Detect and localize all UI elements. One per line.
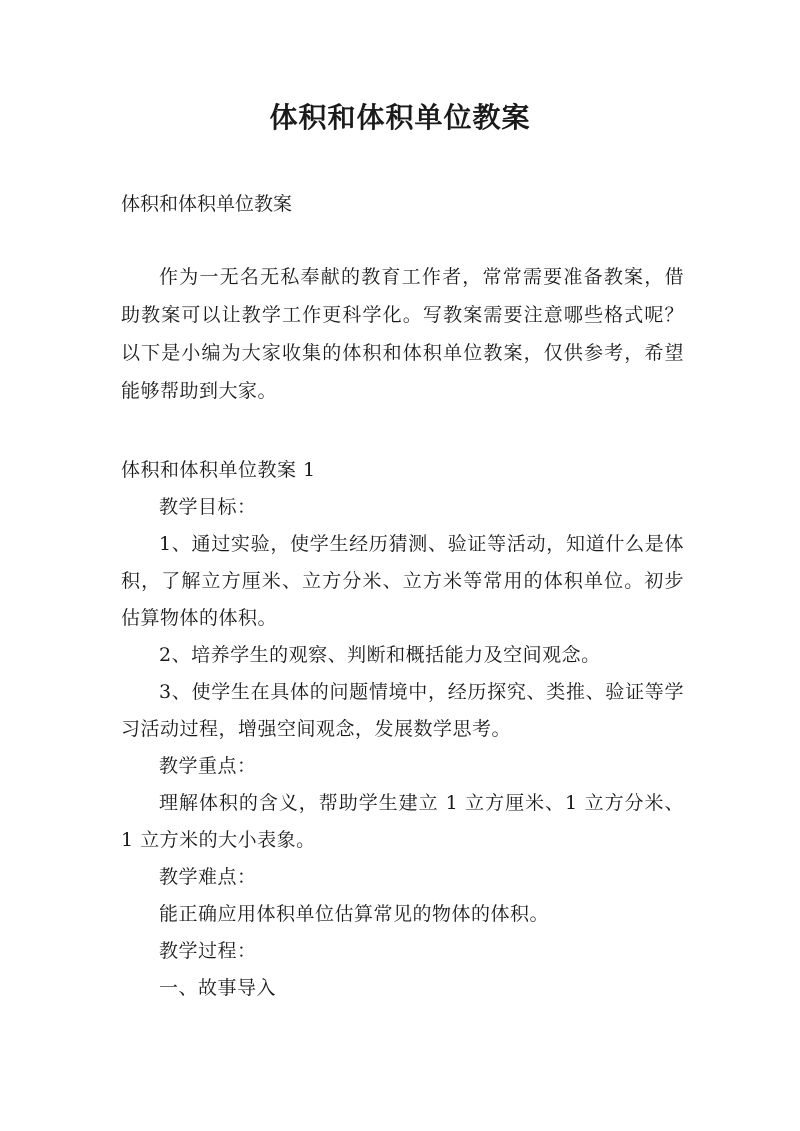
objective-1: 1、通过实验，使学生经历猜测、验证等活动，知道什么是体积，了解立方厘米、立方分米、立方米等常用的体积单位。初步估算物体的体积。 xyxy=(121,533,684,629)
difficulty-label: 教学难点： xyxy=(159,866,257,888)
lesson-content xyxy=(121,452,684,1007)
key-points-text: 理解体积的含义，帮助学生建立 1 立方厘米、1 立方分米、1 立方米的大小表象。 xyxy=(121,792,684,851)
process-label: 教学过程： xyxy=(159,940,257,962)
document-title: 体积和体积单位教案 xyxy=(269,101,531,134)
process-step-1: 一、故事导入 xyxy=(159,977,277,999)
objectives-label: 教学目标： xyxy=(159,496,257,518)
objective-2: 2、培养学生的观察、判断和概括能力及空间观念。 xyxy=(159,644,601,666)
key-points-label: 教学重点： xyxy=(159,755,257,777)
objective-3: 3、使学生在具体的问题情境中，经历探究、类推、验证等学习活动过程，增强空间观念，发展数学思考。 xyxy=(121,681,684,740)
document-subtitle: 体积和体积单位教案 xyxy=(121,193,293,215)
difficulty-text: 能正确应用体积单位估算常见的物体的体积。 xyxy=(159,903,550,925)
section-heading: 体积和体积单位教案 1 xyxy=(121,459,316,481)
intro-paragraph: 作为一无名无私奉献的教育工作者，常常需要准备教案，借助教案可以让教学工作更科学化。写教案需要注意哪些格式呢？以下是小编为大家收集的体积和体积单位教案，仅供参考，希望能够帮助到大家。 xyxy=(121,266,684,402)
